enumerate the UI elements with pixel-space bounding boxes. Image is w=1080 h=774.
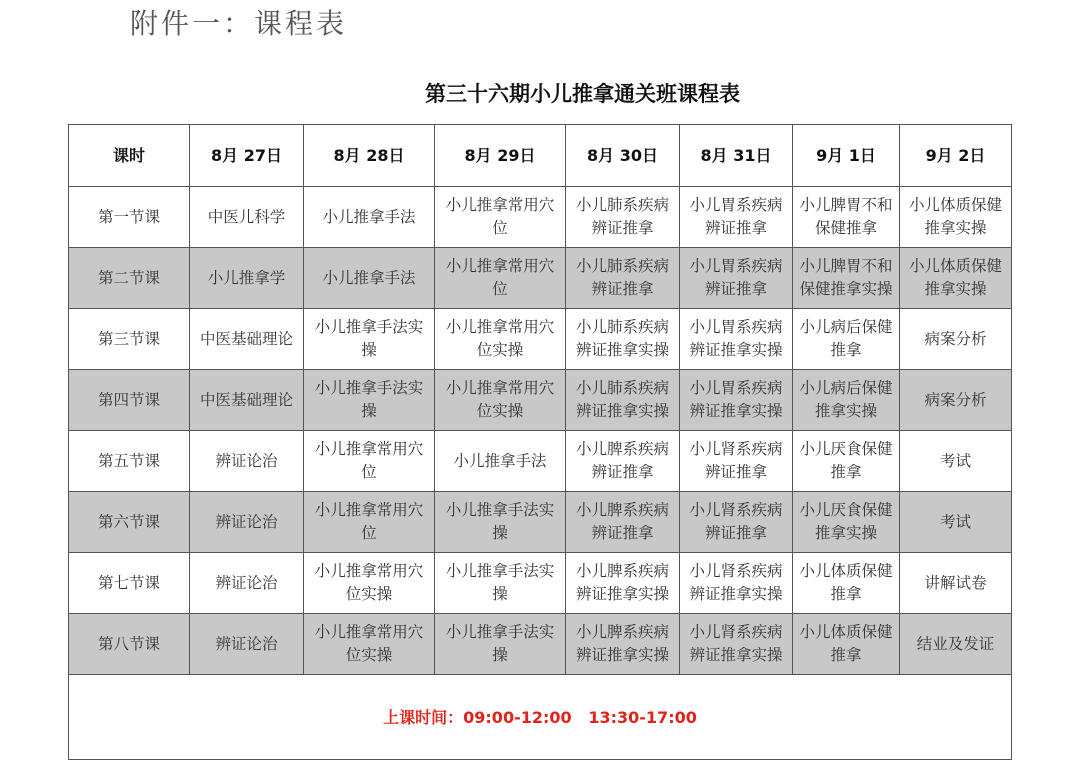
table-cell: 讲解试卷 [900, 553, 1012, 614]
table-cell: 中医基础理论 [190, 370, 304, 431]
table-cell: 小儿厌食保健推拿实操 [793, 492, 900, 553]
table-cell: 小儿体质保健推拿实操 [900, 187, 1012, 248]
column-header: 8月 31日 [680, 125, 793, 187]
table-cell: 病案分析 [900, 370, 1012, 431]
table-cell: 小儿厌食保健推拿 [793, 431, 900, 492]
table-cell: 小儿脾系疾病辨证推拿实操 [566, 614, 680, 675]
table-cell: 小儿胃系疾病辨证推拿实操 [680, 309, 793, 370]
table-cell: 小儿病后保健推拿 [793, 309, 900, 370]
table-row [69, 614, 1012, 675]
column-header: 9月 2日 [900, 125, 1012, 187]
table-cell: 小儿肺系疾病辨证推拿 [566, 248, 680, 309]
table-cell: 小儿肾系疾病辨证推拿 [680, 492, 793, 553]
table-cell: 病案分析 [900, 309, 1012, 370]
table-cell: 小儿推拿常用穴位实操 [435, 309, 566, 370]
table-cell: 小儿推拿常用穴位 [435, 248, 566, 309]
period-label: 第五节课 [69, 431, 190, 492]
table-cell: 小儿推拿手法实操 [435, 553, 566, 614]
column-header: 9月 1日 [793, 125, 900, 187]
table-cell: 小儿胃系疾病辨证推拿 [680, 187, 793, 248]
period-label: 第六节课 [69, 492, 190, 553]
column-header: 8月 28日 [304, 125, 435, 187]
period-label: 第七节课 [69, 553, 190, 614]
table-cell: 小儿脾胃不和保健推拿实操 [793, 248, 900, 309]
table-cell: 考试 [900, 431, 1012, 492]
table-cell: 小儿肾系疾病辨证推拿 [680, 431, 793, 492]
table-cell: 小儿推拿手法实操 [304, 370, 435, 431]
table-cell: 辨证论治 [190, 431, 304, 492]
period-label: 第一节课 [69, 187, 190, 248]
column-header: 8月 29日 [435, 125, 566, 187]
attachment-heading: 附件一：课程表 [130, 7, 348, 40]
column-header: 课时 [69, 125, 190, 187]
table-cell: 小儿胃系疾病辨证推拿实操 [680, 370, 793, 431]
table-cell: 辨证论治 [190, 614, 304, 675]
period-label: 第二节课 [69, 248, 190, 309]
table-cell: 小儿推拿常用穴位实操 [435, 370, 566, 431]
table-cell: 小儿脾系疾病辨证推拿 [566, 431, 680, 492]
schedule-table [68, 124, 1012, 760]
table-cell: 辨证论治 [190, 492, 304, 553]
period-label: 第四节课 [69, 370, 190, 431]
table-cell: 小儿推拿手法 [435, 431, 566, 492]
table-cell: 结业及发证 [900, 614, 1012, 675]
table-cell: 小儿胃系疾病辨证推拿 [680, 248, 793, 309]
footer-row [69, 675, 1012, 760]
column-header: 8月 27日 [190, 125, 304, 187]
table-cell: 考试 [900, 492, 1012, 553]
table-cell: 小儿肺系疾病辨证推拿实操 [566, 370, 680, 431]
table-cell: 中医基础理论 [190, 309, 304, 370]
table-row [69, 248, 1012, 309]
table-cell: 小儿推拿手法实操 [435, 492, 566, 553]
table-cell: 小儿肾系疾病辨证推拿实操 [680, 614, 793, 675]
table-row [69, 492, 1012, 553]
table-cell: 小儿体质保健推拿实操 [900, 248, 1012, 309]
table-cell: 小儿肺系疾病辨证推拿实操 [566, 309, 680, 370]
period-label: 第三节课 [69, 309, 190, 370]
table-cell: 辨证论治 [190, 553, 304, 614]
table-cell: 小儿推拿常用穴位 [304, 431, 435, 492]
table-cell: 小儿脾胃不和保健推拿 [793, 187, 900, 248]
table-row [69, 370, 1012, 431]
table-cell: 小儿推拿手法实操 [304, 309, 435, 370]
table-cell: 小儿脾系疾病辨证推拿实操 [566, 553, 680, 614]
table-cell: 小儿肺系疾病辨证推拿 [566, 187, 680, 248]
table-cell: 小儿体质保健推拿 [793, 614, 900, 675]
table-row [69, 187, 1012, 248]
table-title: 第三十六期小儿推拿通关班课程表 [425, 82, 740, 106]
column-header: 8月 30日 [566, 125, 680, 187]
table-cell: 小儿推拿学 [190, 248, 304, 309]
table-row [69, 431, 1012, 492]
table-cell: 小儿推拿常用穴位 [435, 187, 566, 248]
table-row [69, 553, 1012, 614]
table-cell: 小儿推拿手法 [304, 187, 435, 248]
period-label: 第八节课 [69, 614, 190, 675]
table-row [69, 309, 1012, 370]
table-cell: 小儿推拿常用穴位实操 [304, 553, 435, 614]
table-cell: 小儿肾系疾病辨证推拿实操 [680, 553, 793, 614]
table-cell: 中医儿科学 [190, 187, 304, 248]
table-cell: 小儿推拿常用穴位 [304, 492, 435, 553]
class-time-cell [69, 675, 1012, 760]
table-cell: 小儿推拿常用穴位实操 [304, 614, 435, 675]
table-cell: 小儿病后保健推拿实操 [793, 370, 900, 431]
class-time-note: 上课时间：09:00-12:00 13:30-17:00 [383, 708, 697, 727]
header-row [69, 125, 1012, 187]
table-cell: 小儿推拿手法实操 [435, 614, 566, 675]
table-cell: 小儿脾系疾病辨证推拿 [566, 492, 680, 553]
table-cell: 小儿推拿手法 [304, 248, 435, 309]
table-cell: 小儿体质保健推拿 [793, 553, 900, 614]
